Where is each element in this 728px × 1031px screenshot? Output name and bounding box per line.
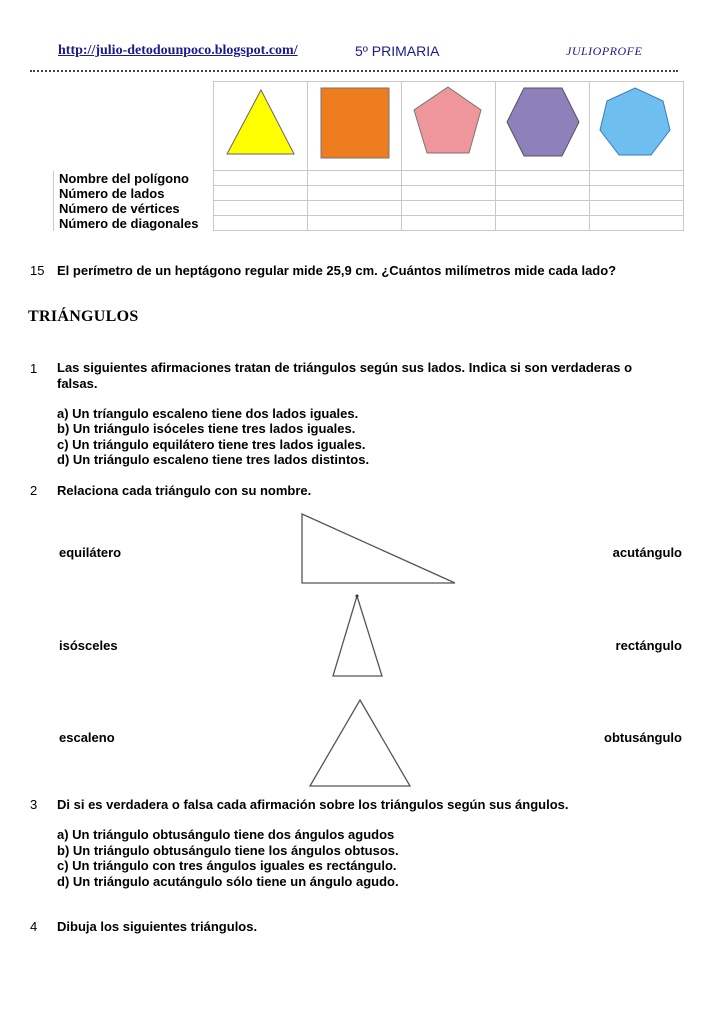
list-item: d) Un triángulo acutángulo sólo tiene un ángulo agudo. [57,874,399,889]
header-divider [30,62,678,72]
purple-hexagon-shape [496,82,589,167]
hexagon-cell [496,82,590,171]
triangle-cell [214,82,308,171]
list-item: b) Un triángulo isóceles tiene tres lados iguales. [57,421,356,436]
question-number: 2 [30,483,38,498]
answer-cell[interactable] [308,201,402,216]
question-number: 3 [30,797,38,812]
blog-link[interactable]: http://julio-detodounpoco.blogspot.com/ [58,43,298,58]
author-label: JULIOPROFE [566,44,643,58]
label-equilatero: equilátero [59,545,122,560]
square-cell [308,82,402,171]
equilateral-triangle-figure [305,694,415,794]
answer-cell[interactable] [590,171,684,186]
label-escaleno: escaleno [59,730,115,745]
blue-heptagon-shape [590,82,680,167]
answer-cell[interactable] [496,171,590,186]
answer-cell[interactable] [308,186,402,201]
answer-cell[interactable] [496,186,590,201]
answer-cell[interactable] [214,201,308,216]
question-4-text: Dibuja los siguientes triángulos. [57,919,258,934]
answer-cell[interactable] [308,171,402,186]
section-title: TRIÁNGULOS [28,308,139,325]
answer-cell[interactable] [402,186,496,201]
label-isosceles: isósceles [59,638,118,653]
answer-cell[interactable] [496,216,590,231]
list-item: a) Un tríangulo escaleno tiene dos lados iguales. [57,406,359,421]
answer-cell[interactable] [590,201,684,216]
list-item: c) Un triángulo con tres ángulos iguales es rectángulo. [57,858,397,873]
yellow-triangle-shape [214,82,307,167]
question-number: 4 [30,919,38,934]
answer-cell[interactable] [590,186,684,201]
grade-label: 5º PRIMARIA [355,43,440,59]
answer-cell[interactable] [214,216,308,231]
question-1-line1: Las siguientes afirmaciones tratan de triángulos según sus lados. Indica si son verdaderas o [57,360,633,375]
answer-cell[interactable] [496,201,590,216]
question-3-text: Di si es verdadera o falsa cada afirmación sobre los triángulos según sus ángulos. [57,797,569,812]
answer-cell[interactable] [402,201,496,216]
answer-cell[interactable] [402,171,496,186]
orange-square-shape [308,82,401,167]
heptagon-cell [590,82,684,171]
question-1-line2: falsas. [57,376,98,391]
row-label-name: Nombre del polígono [54,171,214,186]
question-15-text: El perímetro de un heptágono regular mide 25,9 cm. ¿Cuántos milímetros mide cada lado? [57,263,617,278]
row-label-diagonals: Número de diagonales [54,216,214,231]
label-obtusangulo: obtusángulo [604,730,682,745]
right-triangle-figure [295,508,465,588]
question-2-text: Relaciona cada triángulo con su nombre. [57,483,312,498]
list-item: c) Un triángulo equilátero tiene tres lados iguales. [57,437,366,452]
isosceles-triangle-figure [325,592,390,682]
answer-cell[interactable] [402,216,496,231]
answer-cell[interactable] [214,186,308,201]
pentagon-cell [402,82,496,171]
answer-cell[interactable] [308,216,402,231]
question-number: 1 [30,361,38,376]
label-acutangulo: acutángulo [612,545,682,560]
label-rectangulo: rectángulo [615,638,682,653]
pink-pentagon-shape [402,82,495,167]
answer-cell[interactable] [214,171,308,186]
question-number: 15 [30,263,45,278]
list-item: d) Un triángulo escaleno tiene tres lados distintos. [57,452,370,467]
answer-cell[interactable] [590,216,684,231]
row-label-sides: Número de lados [54,186,214,201]
row-label-vertices: Número de vértices [54,201,214,216]
list-item: a) Un triángulo obtusángulo tiene dos ángulos agudos [57,827,395,842]
polygon-table [53,81,684,231]
list-item: b) Un triángulo obtusángulo tiene los ángulos obtusos. [57,843,399,858]
